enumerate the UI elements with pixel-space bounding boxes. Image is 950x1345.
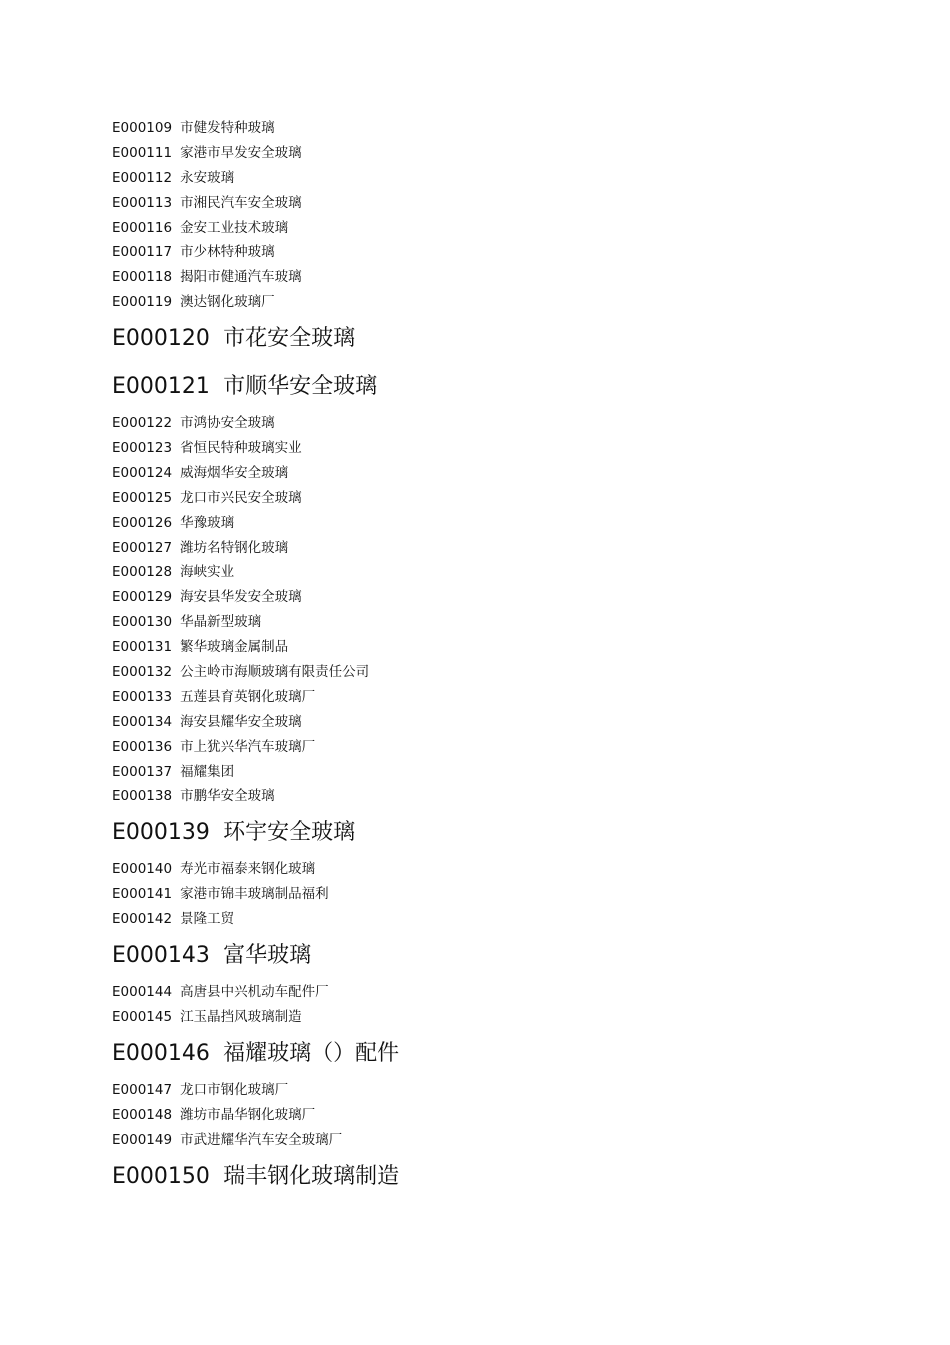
entry-code: E000143 — [112, 943, 210, 969]
entry-code: E000119 — [112, 294, 173, 311]
entry-code: E000127 — [112, 539, 173, 556]
entry-name: 永安玻璃 — [180, 169, 235, 186]
entry-code: E000131 — [112, 639, 173, 656]
entry-code: E000137 — [112, 763, 173, 780]
entry-code: E000142 — [112, 911, 173, 928]
entry-name: 市少林特种玻璃 — [180, 244, 275, 261]
entry-name: 市鸿协安全玻璃 — [180, 415, 275, 432]
entry-code: E000125 — [112, 489, 173, 506]
entry-row — [112, 1153, 872, 1201]
entry-code: E000117 — [112, 244, 173, 261]
entry-name: 福耀玻璃（）配件 — [223, 1040, 400, 1066]
entry-code: E000111 — [112, 144, 173, 161]
entry-row — [112, 1030, 872, 1078]
entry-name: 环宇安全玻璃 — [223, 820, 356, 846]
entry-name: 市武进耀华汽车安全玻璃厂 — [180, 1131, 343, 1148]
entry-row — [112, 685, 872, 710]
entry-row — [112, 882, 872, 907]
entry-name: 揭阳市健通汽车玻璃 — [180, 269, 302, 286]
entry-name: 金安工业技术玻璃 — [180, 219, 289, 236]
entry-row — [112, 166, 872, 191]
entry-row — [112, 585, 872, 610]
entry-row — [112, 760, 872, 785]
entry-name: 市顺华安全玻璃 — [223, 374, 378, 400]
entry-row — [112, 710, 872, 735]
entry-row — [112, 363, 872, 411]
entry-code: E000124 — [112, 464, 173, 481]
entry-code: E000136 — [112, 738, 173, 755]
entry-row — [112, 315, 872, 363]
entry-row — [112, 290, 872, 315]
entry-code: E000130 — [112, 614, 173, 631]
entry-code: E000123 — [112, 440, 173, 457]
entry-code: E000132 — [112, 664, 173, 681]
entry-name: 华晶新型玻璃 — [180, 614, 262, 631]
entry-row — [112, 116, 872, 141]
entry-name: 澳达钢化玻璃厂 — [180, 294, 275, 311]
entry-name: 寿光市福泰来钢化玻璃 — [180, 861, 316, 878]
entry-name: 家港市早发安全玻璃 — [180, 144, 302, 161]
entry-code: E000109 — [112, 120, 173, 136]
entry-row — [112, 536, 872, 561]
entry-name: 龙口市兴民安全玻璃 — [180, 489, 302, 506]
entry-name: 市上犹兴华汽车玻璃厂 — [180, 738, 316, 755]
entry-row — [112, 560, 872, 585]
entry-code: E000120 — [112, 326, 210, 352]
entry-code: E000112 — [112, 169, 173, 186]
entry-code: E000141 — [112, 886, 173, 903]
entry-name: 富华玻璃 — [223, 943, 312, 969]
entry-code: E000148 — [112, 1106, 173, 1123]
entry-code: E000134 — [112, 713, 173, 730]
entry-row — [112, 660, 872, 685]
entry-name: 福耀集团 — [180, 763, 235, 780]
entry-code: E000129 — [112, 589, 173, 606]
entry-code: E000113 — [112, 194, 173, 211]
entry-code: E000133 — [112, 688, 173, 705]
entry-code: E000147 — [112, 1081, 173, 1098]
entry-row — [112, 141, 872, 166]
entry-row — [112, 436, 872, 461]
entry-code: E000138 — [112, 788, 173, 805]
entry-row — [112, 932, 872, 980]
entry-name: 江玉晶挡风玻璃制造 — [180, 1008, 302, 1025]
entry-name: 瑞丰钢化玻璃制造 — [223, 1163, 400, 1189]
entry-row — [112, 1103, 872, 1128]
entry-code: E000118 — [112, 269, 173, 286]
entry-name: 华豫玻璃 — [180, 514, 235, 531]
entry-name: 威海烟华安全玻璃 — [180, 464, 289, 481]
entry-row — [112, 610, 872, 635]
entry-name: 景隆工贸 — [180, 911, 235, 928]
entry-row — [112, 216, 872, 241]
entry-row — [112, 486, 872, 511]
entry-code: E000144 — [112, 984, 173, 1001]
entry-row — [112, 191, 872, 216]
entry-row — [112, 857, 872, 882]
entry-name: 潍坊市晶华钢化玻璃厂 — [180, 1106, 316, 1123]
entry-row — [112, 809, 872, 857]
entry-name: 市湘民汽车安全玻璃 — [180, 194, 302, 211]
entry-name: 五莲县育英钢化玻璃厂 — [180, 688, 316, 705]
entry-code: E000145 — [112, 1008, 173, 1025]
entry-code: E000149 — [112, 1131, 173, 1148]
entry-row — [112, 784, 872, 809]
entry-row — [112, 511, 872, 536]
entry-code: E000116 — [112, 219, 173, 236]
entry-name: 市鹏华安全玻璃 — [180, 788, 275, 805]
entry-row — [112, 1128, 872, 1153]
entry-code: E000150 — [112, 1163, 210, 1189]
entry-row — [112, 1078, 872, 1103]
entry-name: 龙口市钢化玻璃厂 — [180, 1081, 289, 1098]
entry-code: E000126 — [112, 514, 173, 531]
entry-row — [112, 635, 872, 660]
entry-code: E000122 — [112, 415, 173, 432]
entry-code: E000128 — [112, 564, 173, 581]
entry-name: 繁华玻璃金属制品 — [180, 639, 289, 656]
entry-code: E000146 — [112, 1040, 210, 1066]
entry-name: 海安县耀华安全玻璃 — [180, 713, 302, 730]
entry-row — [112, 735, 872, 760]
entry-row — [112, 461, 872, 486]
entry-name: 公主岭市海顺玻璃有限责任公司 — [180, 664, 370, 681]
entry-code: E000121 — [112, 374, 210, 400]
entry-row — [112, 265, 872, 290]
entry-name: 潍坊名特钢化玻璃 — [180, 539, 289, 556]
entry-name: 家港市锦丰玻璃制品福利 — [180, 886, 329, 903]
entry-name: 海安县华发安全玻璃 — [180, 589, 302, 606]
entry-row — [112, 240, 872, 265]
entry-code: E000140 — [112, 861, 173, 878]
entry-code: E000139 — [112, 820, 210, 846]
entry-row — [112, 1005, 872, 1030]
entry-name: 市花安全玻璃 — [223, 326, 356, 352]
entry-name: 省恒民特种玻璃实业 — [180, 440, 302, 457]
entry-row — [112, 980, 872, 1005]
entry-name: 海峡实业 — [180, 564, 235, 581]
document-body — [112, 116, 872, 1201]
entry-row — [112, 411, 872, 436]
entry-name: 市健发特种玻璃 — [180, 120, 275, 136]
entry-name: 高唐县中兴机动车配件厂 — [180, 984, 329, 1001]
entry-row — [112, 907, 872, 932]
